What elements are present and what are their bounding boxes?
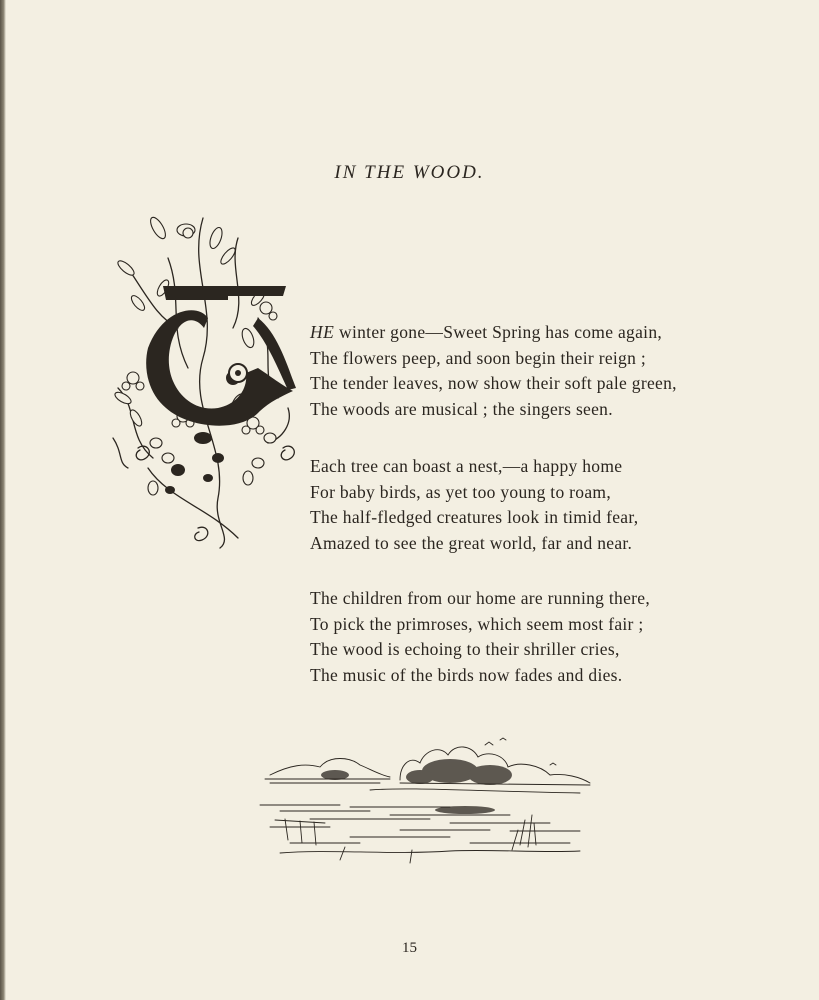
poem-line: To pick the primroses, which seem most fair ; (310, 613, 644, 634)
stanza-2 (310, 454, 638, 556)
floral-initial-ornament (108, 208, 308, 553)
page-number: 15 (402, 940, 417, 956)
poem-line: The tender leaves, now show their soft pale green, (310, 373, 677, 393)
stanza-1 (310, 320, 677, 422)
poem-line: Amazed to see the great world, far and near. (310, 532, 633, 553)
first-word: HE (310, 322, 335, 342)
landscape-vignette (250, 735, 600, 870)
poem-line: Each tree can boast a nest,—a happy home (310, 456, 623, 476)
poem-line: The children from our home are running there, (310, 588, 651, 608)
stanza-3 (310, 586, 650, 688)
poem-line: The woods are musical ; the singers seen. (310, 398, 613, 419)
page-title: IN THE WOOD. (334, 162, 485, 183)
poem-line: For baby birds, as yet too young to roam, (310, 481, 612, 502)
poem-line: The wood is echoing to their shriller cries, (310, 639, 620, 659)
poem-line: The music of the birds now fades and dies. (310, 664, 623, 685)
poem-line: The flowers peep, and soon begin their reign ; (310, 347, 646, 368)
page-edge-shadow (0, 0, 6, 1000)
poem-line (310, 320, 677, 346)
first-line-rest: winter gone—Sweet Spring has come again, (334, 322, 663, 342)
poem-line: The half-fledged creatures look in timid fear, (310, 507, 639, 527)
